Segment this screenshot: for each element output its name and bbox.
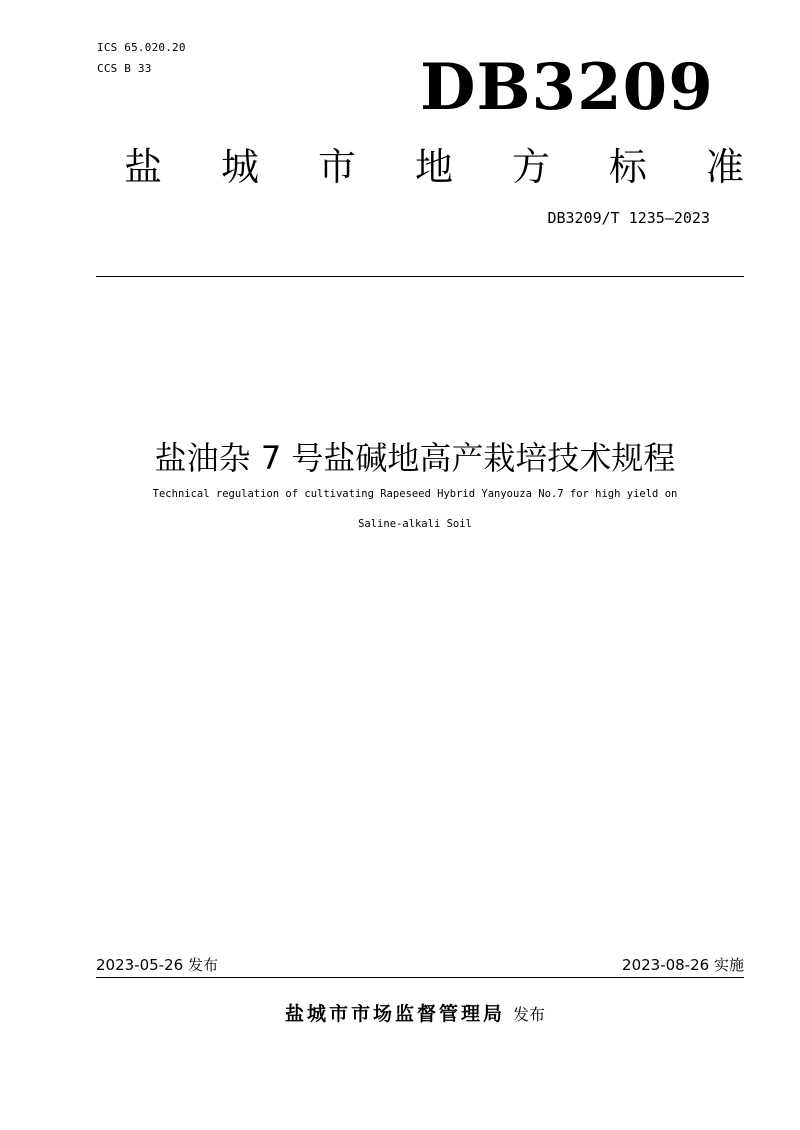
implementation-date: 2023-08-26 实施 bbox=[622, 956, 744, 974]
standard-logo: DB3209 bbox=[420, 50, 714, 125]
publication-date: 2023-05-26 发布 bbox=[96, 956, 218, 974]
document-title-english-line1: Technical regulation of cultivating Rapeseed Hybrid Yanyouza No.7 for high yield on bbox=[152, 488, 678, 500]
issuing-authority bbox=[0, 1000, 800, 1029]
ccs-code: CCS B 33 bbox=[97, 62, 152, 75]
footer-divider bbox=[96, 977, 744, 978]
document-title-chinese: 盐油杂 7 号盐碱地高产栽培技术规程 bbox=[154, 439, 676, 477]
title-char: 城 bbox=[220, 145, 259, 189]
document-title-english-line2: Saline-alkali Soil bbox=[358, 518, 472, 530]
header-divider bbox=[96, 276, 744, 277]
standard-category-title bbox=[124, 142, 744, 192]
issuer-verb: 发布 bbox=[513, 1005, 546, 1024]
title-char: 盐 bbox=[124, 145, 163, 189]
title-char: 准 bbox=[705, 145, 744, 189]
issuer-organization: 盐城市市场监督管理局 bbox=[284, 1003, 505, 1025]
title-char: 地 bbox=[414, 145, 453, 189]
ics-code: ICS 65.020.20 bbox=[97, 41, 186, 54]
standard-number: DB3209/T 1235—2023 bbox=[547, 209, 710, 227]
title-char: 方 bbox=[511, 145, 550, 189]
title-char: 标 bbox=[608, 145, 647, 189]
title-char: 市 bbox=[317, 145, 356, 189]
